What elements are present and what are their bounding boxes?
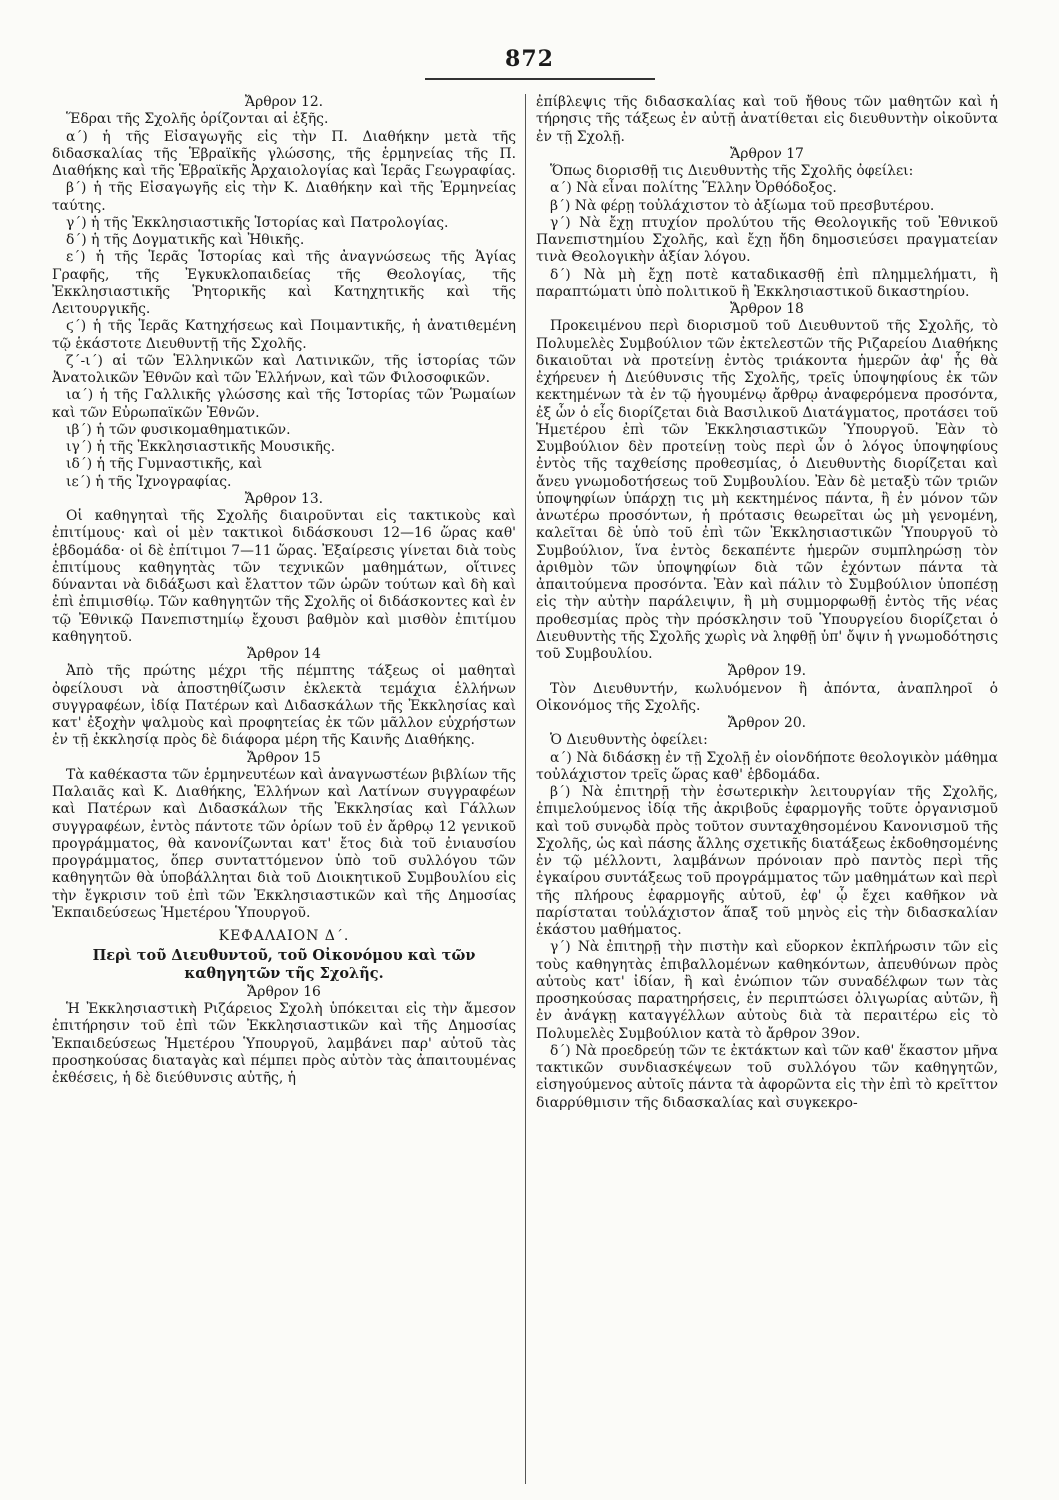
paragraph: Προκειμένου περὶ διορισμοῦ τοῦ Διευθυντοῦ τῆς Σχολῆς, τὸ Πολυμελὲς Συμβούλιον τῶν ἐκτελεστῶν τῆς Ριζαρείου Διαθήκης δικαιοῦται νὰ προτείνῃ ἐντὸς τριάκοντα ἡμερῶν ἀφ' ἧς θὰ ἐχήρευεν ἡ Διεύθυνσις τῆς Σχολῆς, τρεῖς ὑποψηφίους ἐκ τῶν κεκτημένων τὰ ἐν τῷ ἡγουμένῳ ἄρθρῳ ἀναφερόμενα προσόντα, ἐξ ὧν ὁ εἷς διορίζεται διὰ Βασιλικοῦ Διατάγματος, προτάσει τοῦ Ἡμετέρου ἐπὶ τῶν Ἐκκλησιαστικῶν Ὑπουργοῦ. Ἐὰν τὸ Συμβούλιον δὲν προτείνῃ τοὺς περὶ ὧν ὁ λόγος ὑποψηφίους ἐντὸς τῆς ταχθείσης προθεσμίας, ὁ Διευθυντὴς διορίζεται καὶ ἄνευ γνωμοδοτήσεως τοῦ Συμβουλίου. Ἐὰν δὲ μεταξὺ τῶν τριῶν ὑποψηφίων ὑπάρχῃ τις μὴ κεκτημένος πάντα, ἢ ἐν μόνον τῶν ἀνωτέρω προσόντων, ἡ πρότασις θεωρεῖται ὡς μὴ γενομένη, καλεῖται δὲ ὑπὸ τοῦ ἐπὶ τῶν Ἐκκλησιαστικῶν Ὑπουργοῦ τὸ Συμβούλιον, ἵνα ἐντὸς δεκαπέντε ἡμερῶν συμπληρώσῃ τὸν ἀριθμὸν τῶν ὑποψηφίων διὰ τῶν ἐχόντων πάντα τὰ ἀπαιτούμενα προσόντα. Ἐὰν καὶ πάλιν τὸ Συμβούλιον ὑποπέσῃ εἰς τὴν αὐτὴν παράλειψιν, ἢ μὴ συμμορφωθῇ ἐντὸς τῆς νέας προθεσμίας πρὸς τὴν πρόσκλησιν τοῦ Ὑπουργείου διορίζεται ὁ Διευθυντὴς τῆς Σχολῆς χωρὶς νὰ ληφθῇ ὑπ' ὄψιν ἡ γνωμοδότησις τοῦ Συμβουλίου. [536,318,998,662]
paragraph: Ἀπὸ τῆς πρώτης μέχρι τῆς πέμπτης τάξεως οἱ μαθηταὶ ὀφείλουσι νὰ ἀποστηθίζωσιν ἐκλεκτὰ τεμάχια ἑλλήνων συγγραφέων, ἰδίᾳ Πατέρων καὶ Διδασκάλων τῆς Ἐκκλησίας καὶ κατ' ἐξοχὴν ψαλμοὺς καὶ προφητείας ἐκ τῶν μᾶλλον εὐχρήστων ἐν τῇ ἐκκλησίᾳ πρὸς δὲ διάφορα μέρη τῆς Καινῆς Διαθήκης. [52,663,516,749]
paragraph: Ἡ Ἐκκλησιαστικὴ Ριζάρειος Σχολὴ ὑπόκειται εἰς τὴν ἄμεσον ἐπιτήρησιν τοῦ ἐπὶ τῶν Ἐκκλησιαστικῶν καὶ τῆς Δημοσίας Ἐκπαιδεύσεως Ἡμετέρου Ὑπουργοῦ, λαμβάνει παρ' αὐτοῦ τὰς προσηκούσας διαταγὰς καὶ πέμπει πρὸς αὐτὸν τὰς ἀπαιτουμένας ἐκθέσεις, ἡ δὲ διεύθυνσις αὐτῆς, ἡ [52,1001,516,1086]
article-heading: Ἄρθρον 15 [247,749,321,766]
paragraph: β΄) Νὰ ἐπιτηρῇ τὴν ἐσωτερικὴν λειτουργίαν τῆς Σχολῆς, ἐπιμελούμενος ἰδίᾳ τῆς ἀκριβοῦς ἐφαρμογῆς τοῦτε ὀργανισμοῦ καὶ τοῦ συνῳδὰ πρὸς τοῦτον συνταχθησομένου Κανονισμοῦ τῆς Σχολῆς, ὡς καὶ πάσης ἄλλης σχετικῆς διατάξεως ἐκδοθησομένης ἐν τῷ μέλλοντι, λαμβάνων πρόνοιαν πρὸ παντὸς περὶ τῆς ἐγκαίρου συντάξεως τοῦ προγράμματος τῶν μαθημάτων καὶ περὶ τῆς πλήρους ἐφαρμογῆς αὐτοῦ, ἐφ' ᾧ ἔχει καθῆκον νὰ παρίσταται τοὐλάχιστον ἅπαξ τοῦ μηνὸς εἰς τὴν διδασκαλίαν ἑκάστου μαθήματος. [536,784,998,938]
chapter-subtitle: Περὶ τοῦ Διευθυντοῦ, τοῦ Οἰκονόμου καὶ τῶν καθηγητῶν τῆς Σχολῆς. [92,947,476,982]
paragraph: ε΄) ἡ τῆς Ἱερᾶς Ἱστορίας καὶ τῆς ἀναγνώσεως τῆς Ἁγίας Γραφῆς, τῆς Ἐγκυκλοπαιδείας τῆς Θεολογίας, τῆς Ἐκκλησιαστικῆς Ῥητορικῆς καὶ Κατηχητικῆς καὶ τῆς Λειτουργικῆς. [52,249,516,317]
paragraph: ζ΄-ι΄) αἱ τῶν Ἑλληνικῶν καὶ Λατινικῶν, τῆς ἱστορίας τῶν Ἀνατολικῶν Ἐθνῶν καὶ τῶν Ἑλλήνων, καὶ τῶν Φιλοσοφικῶν. [52,352,516,386]
paragraph: δ΄) Νὰ μὴ ἔχῃ ποτὲ καταδικασθῇ ἐπὶ πλημμελήματι, ἢ παραπτώματι ὑπὸ πολιτικοῦ ἢ Ἐκκλησιαστικοῦ δικαστηρίου. [536,266,998,300]
paragraph: ια΄) ἡ τῆς Γαλλικῆς γλώσσης καὶ τῆς Ἱστορίας τῶν Ῥωμαίων καὶ τῶν Εὐρωπαϊκῶν Ἐθνῶν. [52,387,516,421]
paragraph: Τὰ καθέκαστα τῶν ἑρμηνευτέων καὶ ἀναγνωστέων βιβλίων τῆς Παλαιᾶς καὶ Κ. Διαθήκης, Ἑλλήνων καὶ Λατίνων συγγραφέων καὶ Πατέρων καὶ Διδασκάλων τῆς Ἐκκλησίας καὶ Γάλλων συγγραφέων, ἐντὸς πάντοτε τῶν ὁρίων τοῦ ἐν ἄρθρῳ 12 γενικοῦ προγράμματος, θὰ κανονίζωνται κατ' ἔτος διὰ τοῦ ἐνιαυσίου προγράμματος, ὅπερ συνταττόμενον ὑπὸ τοῦ συλλόγου τῶν καθηγητῶν θὰ ὑποβάλληται διὰ τοῦ Διοικητικοῦ Συμβουλίου εἰς τὴν ἔγκρισιν τοῦ ἐπὶ τῶν Ἐκκλησιαστικῶν καὶ τῆς Δημοσίας Ἐκπαιδεύσεως Ἡμετέρου Ὑπουργοῦ. [52,766,516,921]
left-column [52,94,516,1494]
paragraph: ιε΄) ἡ τῆς Ἰχνογραφίας. [66,473,232,490]
paragraph: Ὅπως διορισθῇ τις Διευθυντὴς τῆς Σχολῆς ὀφείλει: [550,163,914,179]
paragraph-continued: ἐπίβλεψις τῆς διδασκαλίας καὶ τοῦ ἤθους τῶν μαθητῶν καὶ ἡ τήρησις τῆς τάξεως ἐν αὐτῇ ἀνατίθεται εἰς διευθυντὴν οἰκοῦντα ἐν τῇ Σχολῇ. [536,94,998,145]
article-heading: Ἄρθρον 13. [244,490,324,507]
paragraph: ϛ΄) ἡ τῆς Ἱερᾶς Κατηχήσεως καὶ Ποιμαντικῆς, ἡ ἀνατιθεμένη τῷ ἑκάστοτε Διευθυντῇ τῆς Σχολῆς. [52,318,516,352]
paragraph: γ΄) Νὰ ἐπιτηρῇ τὴν πιστὴν καὶ εὔορκον ἐκπλήρωσιν τῶν εἰς τοὺς καθηγητὰς ἐπιβαλλομένων καθηκόντων, ἀπευθύνων πρὸς αὐτοὺς κατ' ἰδίαν, ἢ καὶ ἐνώπιον τῶν συναδέλφων των τὰς προσηκούσας παρατηρήσεις, ἐν περιπτώσει ὀλιγωρίας αὐτῶν, ἢ ἐν ἀνάγκῃ καταγγέλλων αὐτοὺς διὰ τὰ περαιτέρω εἰς τὸ Πολυμελὲς Συμβούλιον κατὰ τὸ ἄρθρον 39ον. [536,939,998,1042]
paragraph: δ΄) ἡ τῆς Δογματικῆς καὶ Ἠθικῆς. [66,232,305,248]
paragraph: γ΄) Νὰ ἔχῃ πτυχίον προλύτου τῆς Θεολογικῆς τοῦ Ἐθνικοῦ Πανεπιστημίου Σχολῆς, καὶ ἔχῃ ἤδη δημοσιεύσει πραγματείαν τινὰ Θεολογικὴν ἀξίαν λόγου. [536,214,998,266]
paragraph: ιγ΄) ἡ τῆς Ἐκκλησιαστικῆς Μουσικῆς. [66,439,336,455]
paragraph: α΄) ἡ τῆς Εἰσαγωγῆς εἰς τὴν Π. Διαθήκην μετὰ τῆς διδασκαλίας τῆς Ἑβραϊκῆς γλώσσης, τῆς ἑρμηνείας τῆς Π. Διαθήκης καὶ τῆς Ἑβραϊκῆς Ἀρχαιολογίας καὶ Ἱερᾶς Γεωγραφίας. [52,128,516,179]
article-heading: Ἄρθρον 18 [730,301,804,317]
article-heading: Ἄρθρον 19. [727,663,807,680]
paragraph: ιβ΄) ἡ τῶν φυσικομαθηματικῶν. [66,421,291,438]
paragraph: ιδ΄) ἡ τῆς Γυμναστικῆς, καὶ [66,456,263,473]
article-heading: Ἄρθρον 17 [730,145,804,162]
paragraph: δ΄) Νὰ προεδρεύῃ τῶν τε ἐκτάκτων καὶ τῶν καθ' ἕκαστον μῆνα τακτικῶν συνδιασκέψεων τοῦ συλλόγου τῶν καθηγητῶν, εἰσηγούμενος αὐτοῖς πάντα τὰ ἀφορῶντα εἰς τὴν ἐπὶ τὸ κρεῖττον διαρρύθμισιν τῆς διδασκαλίας καὶ συγκεκρο- [536,1042,998,1111]
paragraph: Ἕδραι τῆς Σχολῆς ὁρίζονται αἱ ἑξῆς. [66,111,329,128]
column-divider [525,94,526,1484]
paragraph: Ὁ Διευθυντὴς ὀφείλει: [550,732,708,749]
paragraph: α΄) Νὰ εἶναι πολίτης Ἕλλην Ὀρθόδοξος. [550,180,837,197]
article-heading: Ἄρθρον 16 [247,983,321,1000]
article-heading: Ἄρθρον 14 [247,646,321,662]
paragraph: Οἱ καθηγηταὶ τῆς Σχολῆς διαιροῦνται εἰς τακτικοὺς καὶ ἐπιτίμους· καὶ οἱ μὲν τακτικοὶ διδάσκουσι 12—16 ὥρας καθ' ἑβδομάδα· οἱ δὲ ἐπίτιμοι 7—11 ὥρας. Ἐξαίρεσις γίνεται διὰ τοὺς ἐπιτίμους καθηγητὰς τῶν τεχνικῶν μαθημάτων, οἵτινες δύνανται νὰ διδάξωσι καὶ ἔλαττον τῶν ὡρῶν τούτων καὶ δὴ καὶ ἐπὶ ἐπιμισθίῳ. Τῶν καθηγητῶν τῆς Σχολῆς οἱ διδάσκοντες καὶ ἐν τῷ Ἐθνικῷ Πανεπιστημίῳ ἔχουσι βαθμὸν καὶ μισθὸν ἐπιτίμου καθηγητοῦ. [52,508,516,645]
top-rule [425,78,655,80]
paragraph: γ΄) ἡ τῆς Ἐκκλησιαστικῆς Ἱστορίας καὶ Πατρολογίας. [66,214,449,231]
right-column [536,94,998,1494]
paragraph: β΄) Νὰ φέρῃ τοὐλάχιστον τὸ ἀξίωμα τοῦ πρεσβυτέρου. [550,197,935,214]
article-heading: Ἄρθρον 12. [244,94,324,110]
paragraph: Τὸν Διευθυντήν, κωλυόμενον ἢ ἀπόντα, ἀναπληροῖ ὁ Οἰκονόμος τῆς Σχολῆς. [536,680,998,714]
paragraph: β΄) ἡ τῆς Εἰσαγωγῆς εἰς τὴν Κ. Διαθήκην καὶ τῆς Ἑρμηνείας ταύτης. [52,180,516,214]
paragraph: α΄) Νὰ διδάσκῃ ἐν τῇ Σχολῇ ἐν οἱονδήποτε θεολογικὸν μάθημα τοὐλάχιστον τρεῖς ὥρας καθ' ἑβδομάδα. [536,749,998,783]
chapter-title: ΚΕΦΑΛΑΙΟΝ Δ΄. [218,928,350,944]
article-heading: Ἄρθρον 20. [727,715,807,731]
page-number: 872 [505,46,554,72]
